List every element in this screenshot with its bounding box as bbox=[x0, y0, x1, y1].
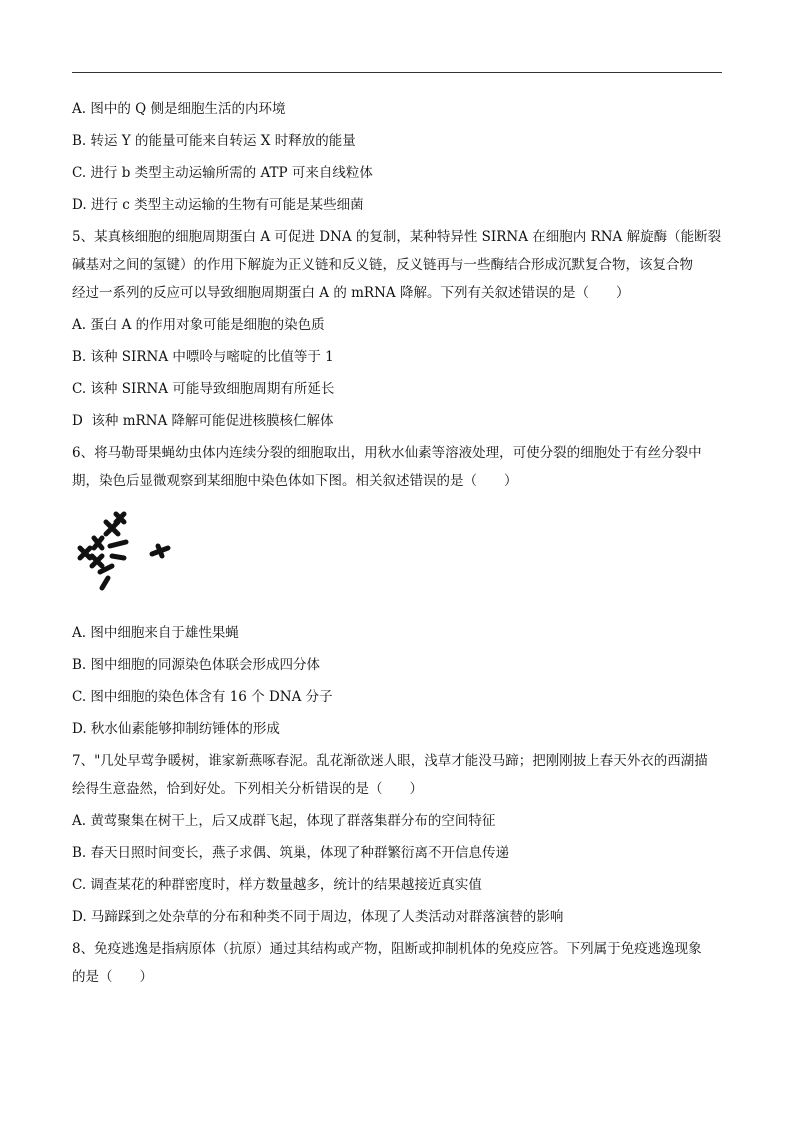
q4-option-b: B. 转运 Y 的能量可能来自转运 X 时释放的能量 bbox=[72, 133, 356, 149]
q7-option-a: A. 黄莺聚集在树干上，后又成群飞起，体现了群落集群分布的空间特征 bbox=[72, 813, 496, 829]
q5-option-d: D 该种 mRNA 降解可能促进核膜核仁解体 bbox=[72, 413, 334, 429]
document-body bbox=[72, 98, 724, 994]
chromosome-x-mid bbox=[94, 538, 102, 548]
q6-stem-line-1: 6、将马勒哥果蝇幼虫体内连续分裂的细胞取出，用秋水仙素等溶液处理，可使分裂的细胞处于有丝分裂中 bbox=[72, 445, 702, 461]
chromosome-x-top-right bbox=[116, 514, 124, 522]
chromosome-rod-1 bbox=[110, 542, 126, 546]
q4-option-c: C. 进行 b 类型主动运输所需的 ATP 可来自线粒体 bbox=[72, 165, 373, 181]
q6-option-a: A. 图中细胞来自于雄性果蝇 bbox=[72, 625, 239, 641]
chromosome-x-lower bbox=[92, 556, 102, 566]
q4-option-d: D. 进行 c 类型主动运输的生物有可能是某些细菌 bbox=[72, 197, 364, 213]
q7-stem-line-1: 7、"几处早莺争暖树，谁家新燕啄春泥。乱花渐欲迷人眼，浅草才能没马蹄；把刚刚披上春天外衣的西湖描 bbox=[72, 753, 708, 769]
q8-stem-line-2: 的是（ ） bbox=[72, 969, 153, 985]
q4-option-a: A. 图中的 Q 侧是细胞生活的内环境 bbox=[72, 101, 286, 117]
q6-option-b: B. 图中细胞的同源染色体联会形成四分体 bbox=[72, 657, 321, 673]
q6-stem-line-2: 期，染色后显微观察到某细胞中染色体如下图。相关叙述错误的是（ ） bbox=[72, 473, 518, 489]
q5-stem-line-2: 碱基对之间的氢键）的作用下解旋为正义链和反义链，反义链再与一些酶结合形成沉默复合物，该复合物 bbox=[72, 257, 693, 273]
header-rule bbox=[72, 72, 722, 73]
q5-option-a: A. 蛋白 A 的作用对象可能是细胞的染色质 bbox=[72, 317, 325, 333]
chromosome-figure bbox=[72, 508, 192, 598]
q5-option-b: B. 该种 SIRNA 中嘌呤与嘧啶的比值等于 1 bbox=[72, 349, 334, 365]
q7-option-c: C. 调查某花的种群密度时，样方数量越多，统计的结果越接近真实值 bbox=[72, 877, 482, 893]
q6-option-d: D. 秋水仙素能够抑制纺锤体的形成 bbox=[72, 721, 280, 737]
q7-option-d: D. 马蹄踩到之处杂草的分布和种类不同于周边，体现了人类活动对群落演替的影响 bbox=[72, 909, 564, 925]
q5-option-c: C. 该种 SIRNA 可能导致细胞周期有所延长 bbox=[72, 381, 335, 397]
chromosome-right bbox=[152, 546, 168, 556]
q7-stem-line-2: 绘得生意盎然，恰到好处。下列相关分析错误的是（ ） bbox=[72, 781, 423, 797]
q6-option-c: C. 图中细胞的染色体含有 16 个 DNA 分子 bbox=[72, 689, 333, 705]
q7-option-b: B. 春天日照时间变长，燕子求偶、筑巢，体现了种群繁衍离不开信息传递 bbox=[72, 845, 510, 861]
chromosome-x-left bbox=[80, 548, 90, 558]
chromosome-rod-4 bbox=[102, 578, 108, 588]
q8-stem-line-1: 8、免疫逃逸是指病原体（抗原）通过其结构或产物，阻断或抑制机体的免疫应答。下列属于免疫逃逸现象 bbox=[72, 941, 702, 957]
chromosome-rod-2 bbox=[112, 556, 124, 558]
q5-stem-line-3: 经过一系列的反应可以导致细胞周期蛋白 A 的 mRNA 降解。下列有关叙述错误的是（ ） bbox=[72, 285, 630, 301]
q5-stem-line-1: 5、某真核细胞的细胞周期蛋白 A 可促进 DNA 的复制，某种特异性 SIRNA 在细胞内 RNA 解旋酶（能断裂 bbox=[72, 229, 722, 245]
